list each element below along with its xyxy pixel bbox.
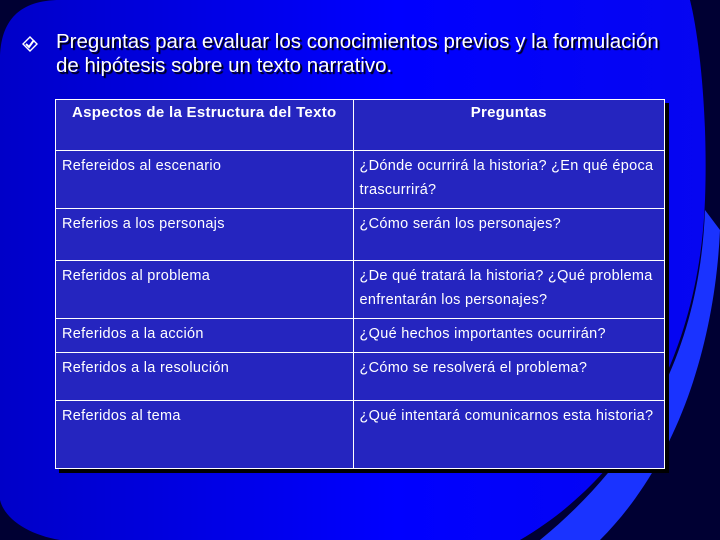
question-cell: ¿De qué tratará la historia? ¿Qué problema enfrentarán los personajes? xyxy=(353,261,665,319)
table-row xyxy=(56,151,665,209)
table-header-row xyxy=(56,100,665,151)
aspect-cell: Referidos al tema xyxy=(56,401,354,469)
aspect-cell: Referidos al problema xyxy=(56,261,354,319)
aspect-cell: Referios a los personajs xyxy=(56,209,354,261)
aspect-cell: Referidos a la acción xyxy=(56,319,354,353)
table-row xyxy=(56,319,665,353)
question-cell: ¿Dónde ocurrirá la historia? ¿En qué época trascurrirá? xyxy=(353,151,665,209)
checkmark-diamond-bullet-icon xyxy=(22,36,38,52)
header-questions: Preguntas xyxy=(353,100,665,151)
question-cell: ¿Cómo serán los personajes? xyxy=(353,209,665,261)
table-row xyxy=(56,401,665,469)
table-row xyxy=(56,353,665,401)
aspect-cell: Refereidos al escenario xyxy=(56,151,354,209)
header-aspects: Aspectos de la Estructura del Texto xyxy=(56,100,354,151)
table-row xyxy=(56,209,665,261)
question-cell: ¿Qué intentará comunicarnos esta historia? xyxy=(353,401,665,469)
question-cell: ¿Cómo se resolverá el problema? xyxy=(353,353,665,401)
table-row xyxy=(56,261,665,319)
questions-table xyxy=(55,99,665,469)
aspect-cell: Referidos a la resolución xyxy=(56,353,354,401)
question-cell: ¿Qué hechos importantes ocurrirán? xyxy=(353,319,665,353)
slide-title: Preguntas para evaluar los conocimientos previos y la formulación de hipótesis sobre un texto narrativo. xyxy=(56,30,659,77)
